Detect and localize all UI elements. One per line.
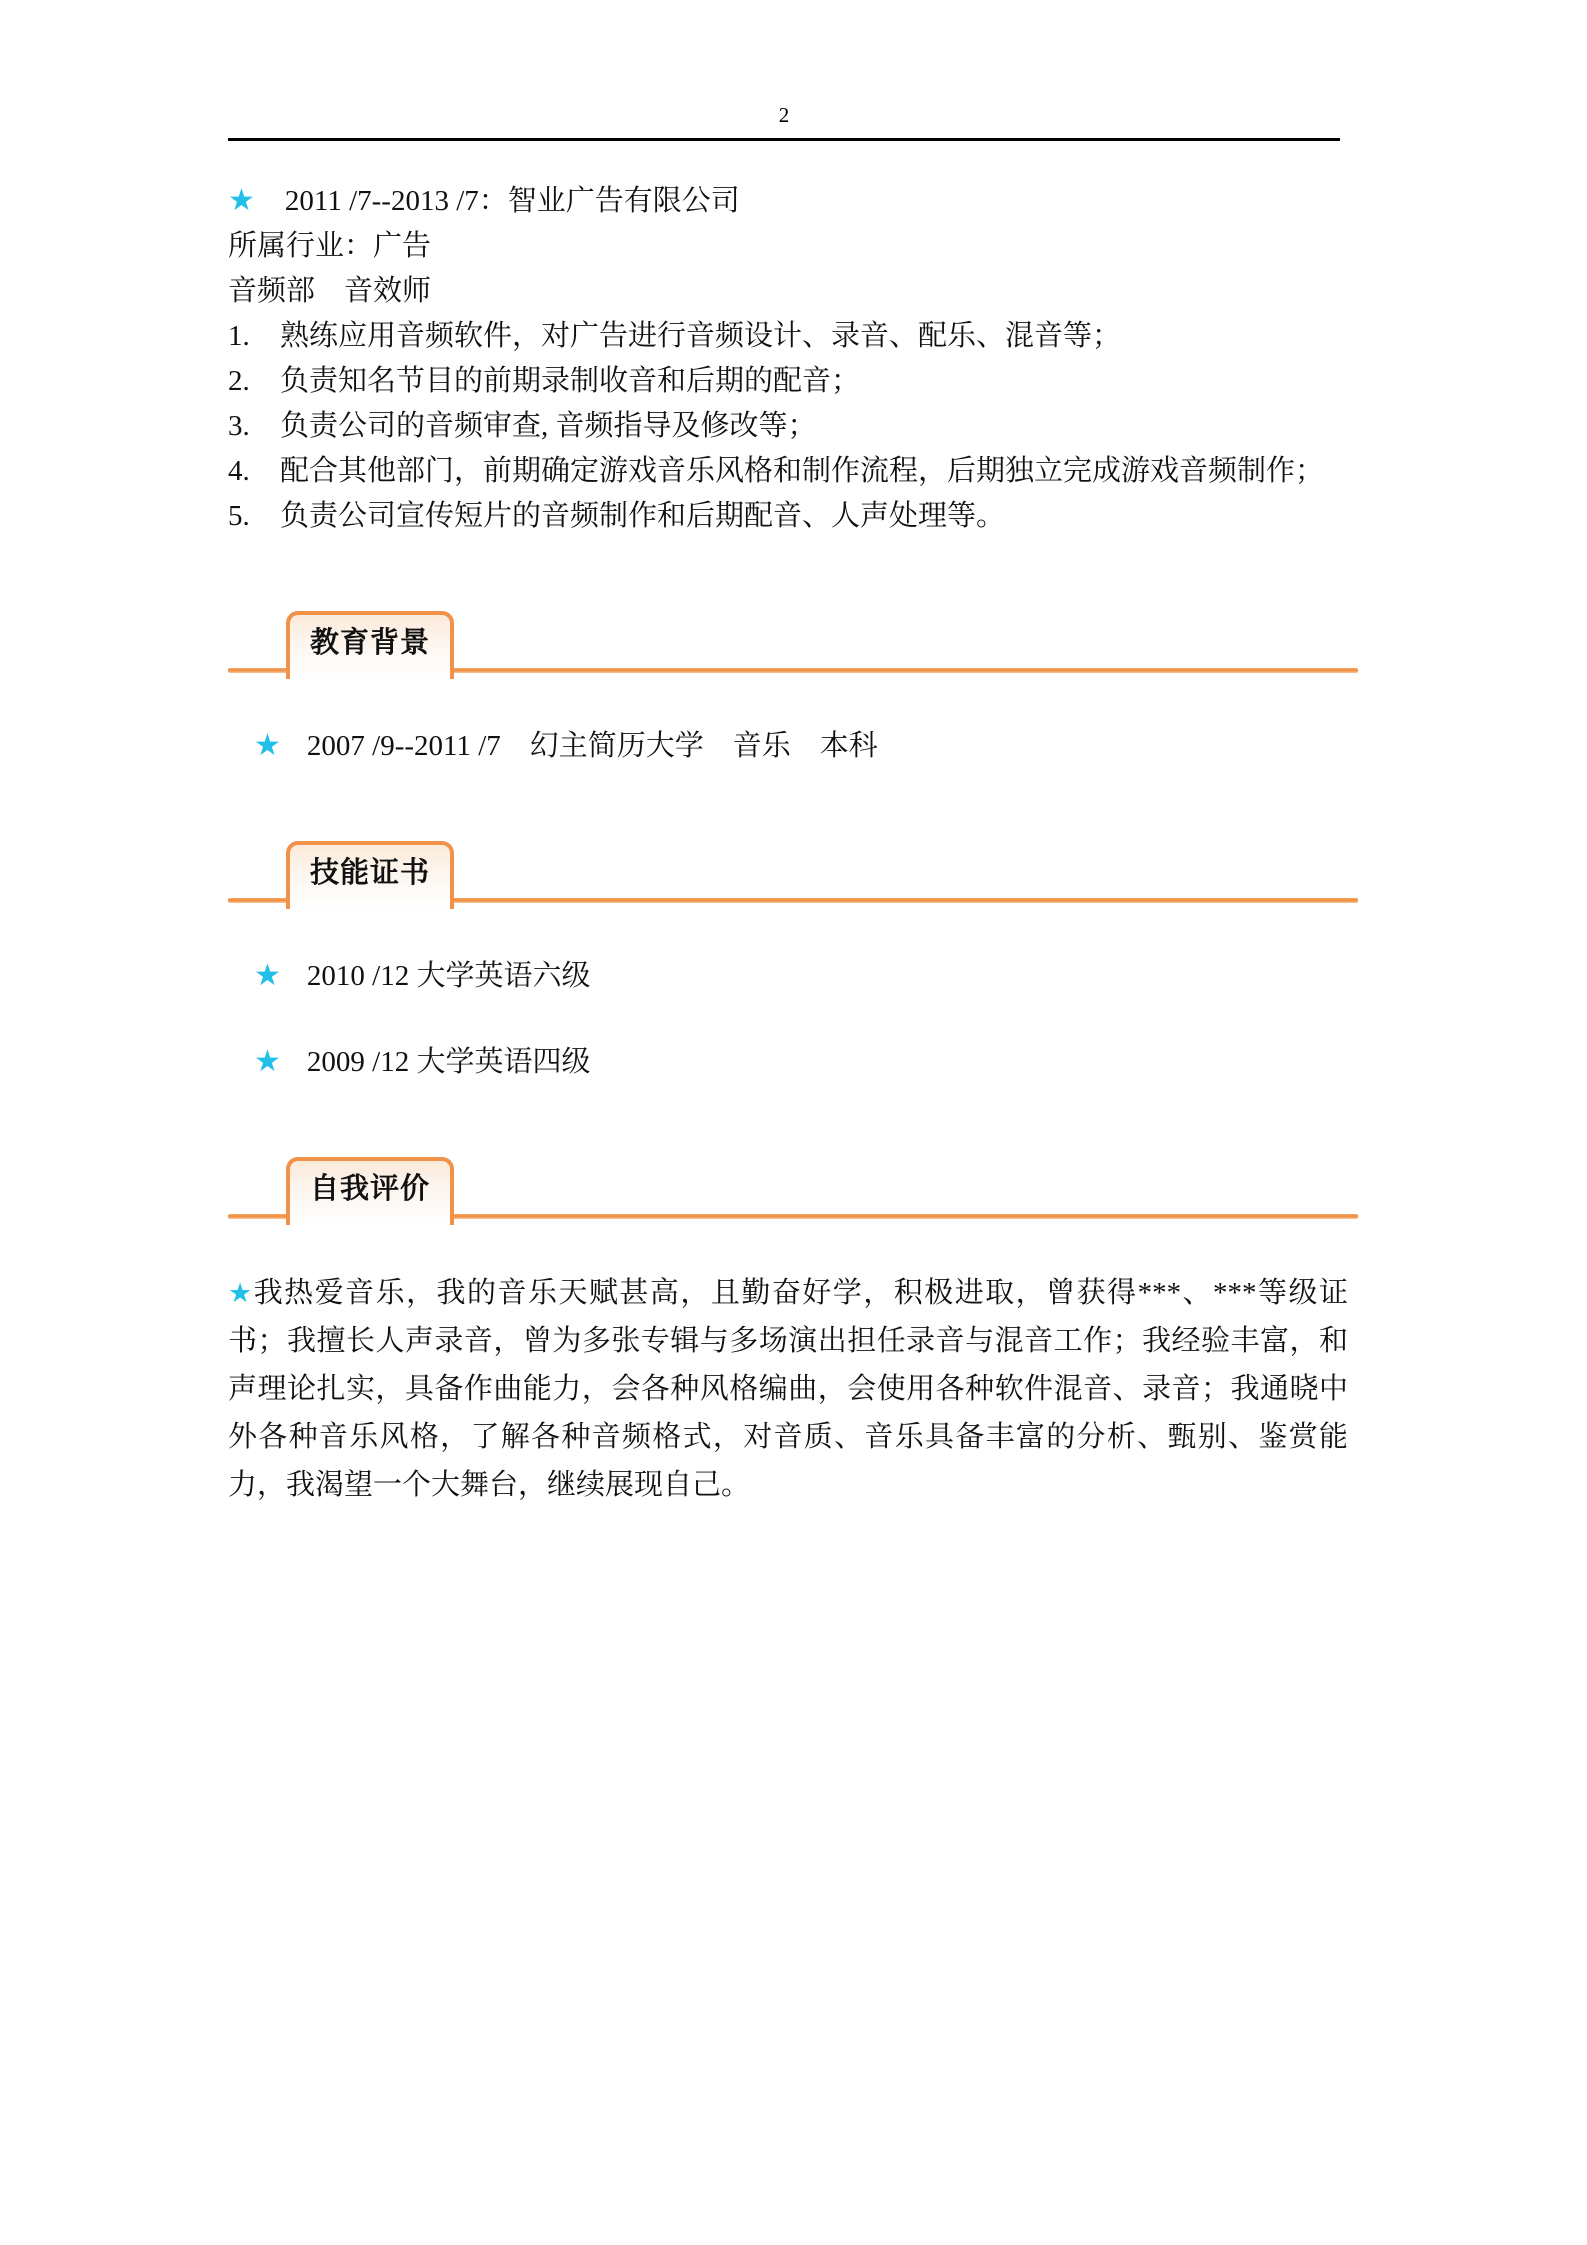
- section-header-education: [228, 605, 1358, 679]
- duty-text: 熟练应用音频软件，对广告进行音频设计、录音、配乐、混音等；: [280, 320, 1122, 352]
- spacer: [228, 539, 1358, 605]
- duty-item: [228, 449, 1358, 494]
- self-evaluation-text: 我热爱音乐，我的音乐天赋甚高，且勤奋好学，积极进取，曾获得***、***等级证书；我擅长人声录音，曾为多张专辑与多场演出担任录音与混音工作；我经验丰富，和声理论扎实，具备作曲能力，会各种风格编曲，会使用各种软件混音、录音；我通晓中外各种音乐风格，了解各种音频格式，对音质、音乐具备丰富的分析、甄别、鉴赏能力，我渴望一个大舞台，继续展现自己。: [228, 1277, 1348, 1501]
- duty-index: 1.: [228, 320, 250, 352]
- spacer: [228, 909, 1358, 953]
- duty-item: [228, 494, 1358, 539]
- duty-index: 5.: [228, 500, 250, 532]
- star-bullet-icon: ★: [228, 184, 255, 217]
- duty-item: [228, 404, 1358, 449]
- header-divider: [228, 138, 1340, 141]
- experience-date-company: 2011 /7--2013 /7：智业广告有限公司: [284, 185, 740, 217]
- experience-entry: [228, 178, 1358, 539]
- page-number: 2: [778, 103, 790, 127]
- section-title-self-evaluation: 自我评价: [309, 1173, 430, 1205]
- experience-industry: 所属行业：广告: [228, 230, 432, 262]
- experience-department: 音频部 音效师: [228, 275, 432, 307]
- duty-item: [228, 359, 1358, 404]
- section-header-self-evaluation: [228, 1151, 1358, 1225]
- star-bullet-icon: ★: [254, 729, 281, 762]
- duty-text: 配合其他部门，前期确定游戏音乐风格和制作流程，后期独立完成游戏音频制作；: [280, 455, 1325, 487]
- experience-heading: [228, 178, 1358, 224]
- spacer: [228, 1085, 1358, 1151]
- certificate-item-text: 2009 /12 大学英语四级: [306, 1046, 591, 1078]
- duty-text: 负责公司的音频审查, 音频指导及修改等；: [280, 410, 817, 442]
- star-bullet-icon: ★: [254, 1045, 281, 1078]
- duty-index: 3.: [228, 410, 250, 442]
- spacer: [228, 769, 1358, 835]
- duty-index: 2.: [228, 365, 250, 397]
- duty-text: 负责公司宣传短片的音频制作和后期配音、人声处理等。: [280, 500, 1006, 532]
- page-header: [228, 104, 1340, 126]
- section-tab: [286, 1157, 454, 1225]
- certificate-item: [228, 1039, 1358, 1085]
- spacer: [228, 1225, 1358, 1269]
- document-body: [228, 178, 1358, 1509]
- duty-item: [228, 314, 1358, 359]
- certificate-item-text: 2010 /12 大学英语六级: [306, 960, 591, 992]
- self-evaluation-paragraph: [228, 1269, 1348, 1509]
- section-title-certificates: 技能证书: [309, 857, 430, 889]
- star-bullet-icon: ★: [254, 959, 281, 992]
- spacer: [228, 679, 1358, 723]
- education-item: [228, 723, 1358, 769]
- certificate-item: [228, 953, 1358, 999]
- duty-index: 4.: [228, 455, 250, 487]
- duty-list: [228, 314, 1358, 539]
- education-item-text: 2007 /9--2011 /7 幻主简历大学 音乐 本科: [306, 730, 878, 762]
- duty-text: 负责知名节目的前期录制收音和后期的配音；: [280, 365, 861, 397]
- section-header-certificates: [228, 835, 1358, 909]
- section-tab: [286, 841, 454, 909]
- section-tab: [286, 611, 454, 679]
- star-bullet-icon: ★: [228, 1278, 254, 1308]
- section-title-education: 教育背景: [309, 627, 430, 659]
